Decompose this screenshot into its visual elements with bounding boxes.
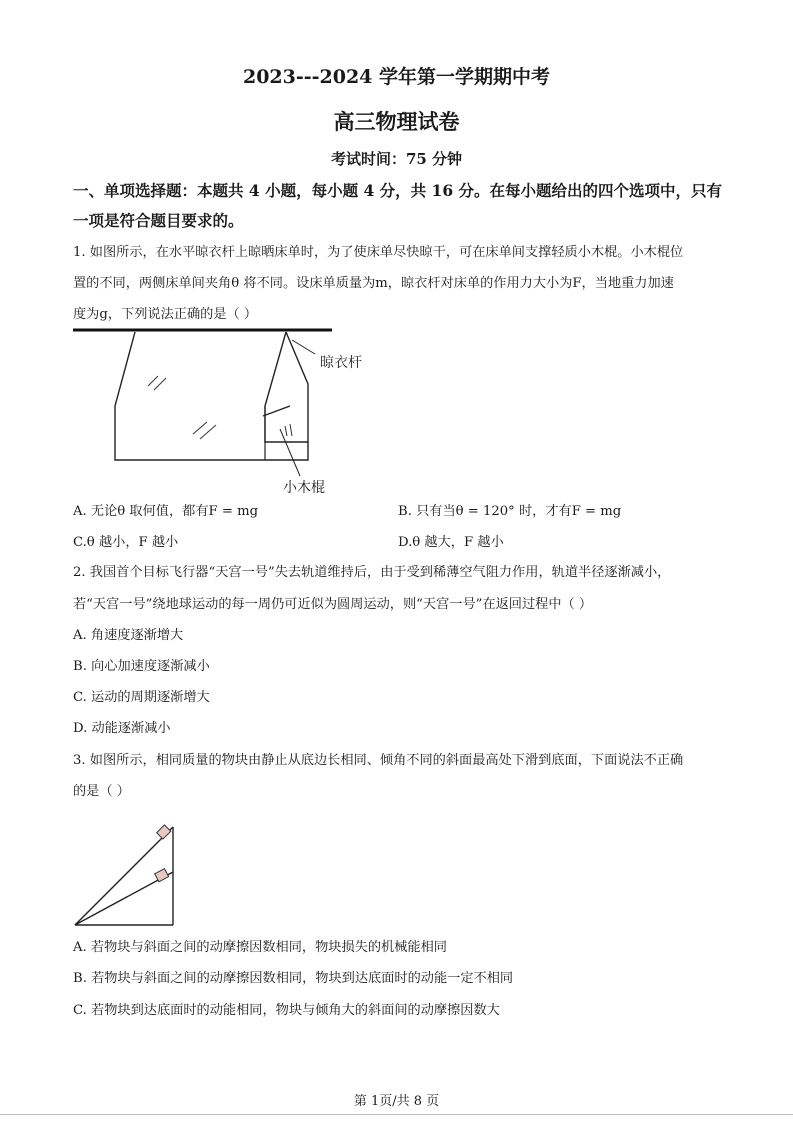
stick-leader-line bbox=[280, 429, 300, 476]
q1-stem-line2: 置的不同，两侧床单间夹角θ 将不同。设床单质量为m，晾衣杆对床单的作用力大小为F，当地重力加速 bbox=[73, 276, 674, 291]
q1-stem-line3: 度为g，下列说法正确的是（ ） bbox=[73, 307, 258, 322]
q1-option-c: C.θ 越小，F 越小 bbox=[73, 535, 179, 550]
wooden-stick bbox=[263, 406, 290, 416]
q2-option-a: A. 角速度逐渐增大 bbox=[73, 628, 184, 643]
section-heading-line1: 一、单项选择题：本题共 4 小题，每小题 4 分，共 16 分。在每小题给出的四个选项中，只有 bbox=[73, 181, 723, 200]
q2-option-d: D. 动能逐渐减小 bbox=[73, 721, 171, 736]
q2-option-c: C. 运动的周期逐渐增大 bbox=[73, 690, 210, 705]
q2-option-b: B. 向心加速度逐渐减小 bbox=[73, 659, 210, 674]
sheet-outline-right bbox=[265, 332, 308, 442]
hatch-marks-2 bbox=[193, 422, 216, 439]
q3-stem-line1: 3. 如图所示，相同质量的物块由静止从底边长相同、倾角不同的斜面最高处下滑到底面，下面说法不正确 bbox=[73, 753, 684, 768]
q1-option-d: D.θ 越大，F 越小 bbox=[398, 535, 504, 550]
q3-incline-figure bbox=[70, 815, 190, 930]
q1-clothesline-figure bbox=[70, 324, 390, 500]
label-clothesline-rod: 晾衣杆 bbox=[320, 355, 362, 371]
page-number: 第 1页/共 8 页 bbox=[353, 1094, 440, 1109]
q3-stem-line2: 的是（ ） bbox=[73, 784, 130, 799]
q2-stem-line2: 若“天宫一号”绕地球运动的每一周仍可近似为圆周运动，则“天宫一号”在返回过程中（ ） bbox=[73, 597, 593, 612]
q1-option-a: A. 无论θ 取何值，都有F = mg bbox=[73, 504, 259, 519]
sheet-outline-left bbox=[115, 332, 308, 460]
q1-option-b: B. 只有当θ = 120° 时，才有F = mg bbox=[398, 504, 622, 519]
exam-subtitle: 高三物理试卷 bbox=[333, 109, 460, 134]
q3-option-b: B. 若物块与斜面之间的动摩擦因数相同，物块到达底面时的动能一定不相同 bbox=[73, 971, 514, 986]
hatch-marks-1 bbox=[148, 376, 166, 390]
exam-title: 2023---2024 学年第一学期期中考 bbox=[242, 66, 551, 88]
rod-leader-line bbox=[292, 340, 315, 354]
q2-stem-line1: 2. 我国首个目标飞行器“天宫一号”失去轨道维持后，由于受到稀薄空气阻力作用，轨道半径逐渐减小， bbox=[73, 565, 671, 580]
q1-stem-line1: 1. 如图所示，在水平晾衣杆上晾晒床单时，为了使床单尽快晾干，可在床单间支撑轻质小木棍。小木棍位 bbox=[73, 245, 684, 260]
hatch-marks-3 bbox=[285, 424, 292, 436]
section-heading-line2: 一项是符合题目要求的。 bbox=[73, 211, 244, 230]
q3-option-c: C. 若物块到达底面时的动能相同，物块与倾角大的斜面间的动摩擦因数大 bbox=[73, 1003, 500, 1018]
exam-time: 考试时间：75 分钟 bbox=[330, 150, 463, 168]
q3-option-a: A. 若物块与斜面之间的动摩擦因数相同，物块损失的机械能相同 bbox=[73, 940, 447, 955]
label-wooden-stick: 小木棍 bbox=[283, 480, 325, 496]
block-lower bbox=[155, 869, 169, 882]
block-top bbox=[157, 825, 171, 839]
bottom-divider bbox=[0, 1114, 793, 1115]
